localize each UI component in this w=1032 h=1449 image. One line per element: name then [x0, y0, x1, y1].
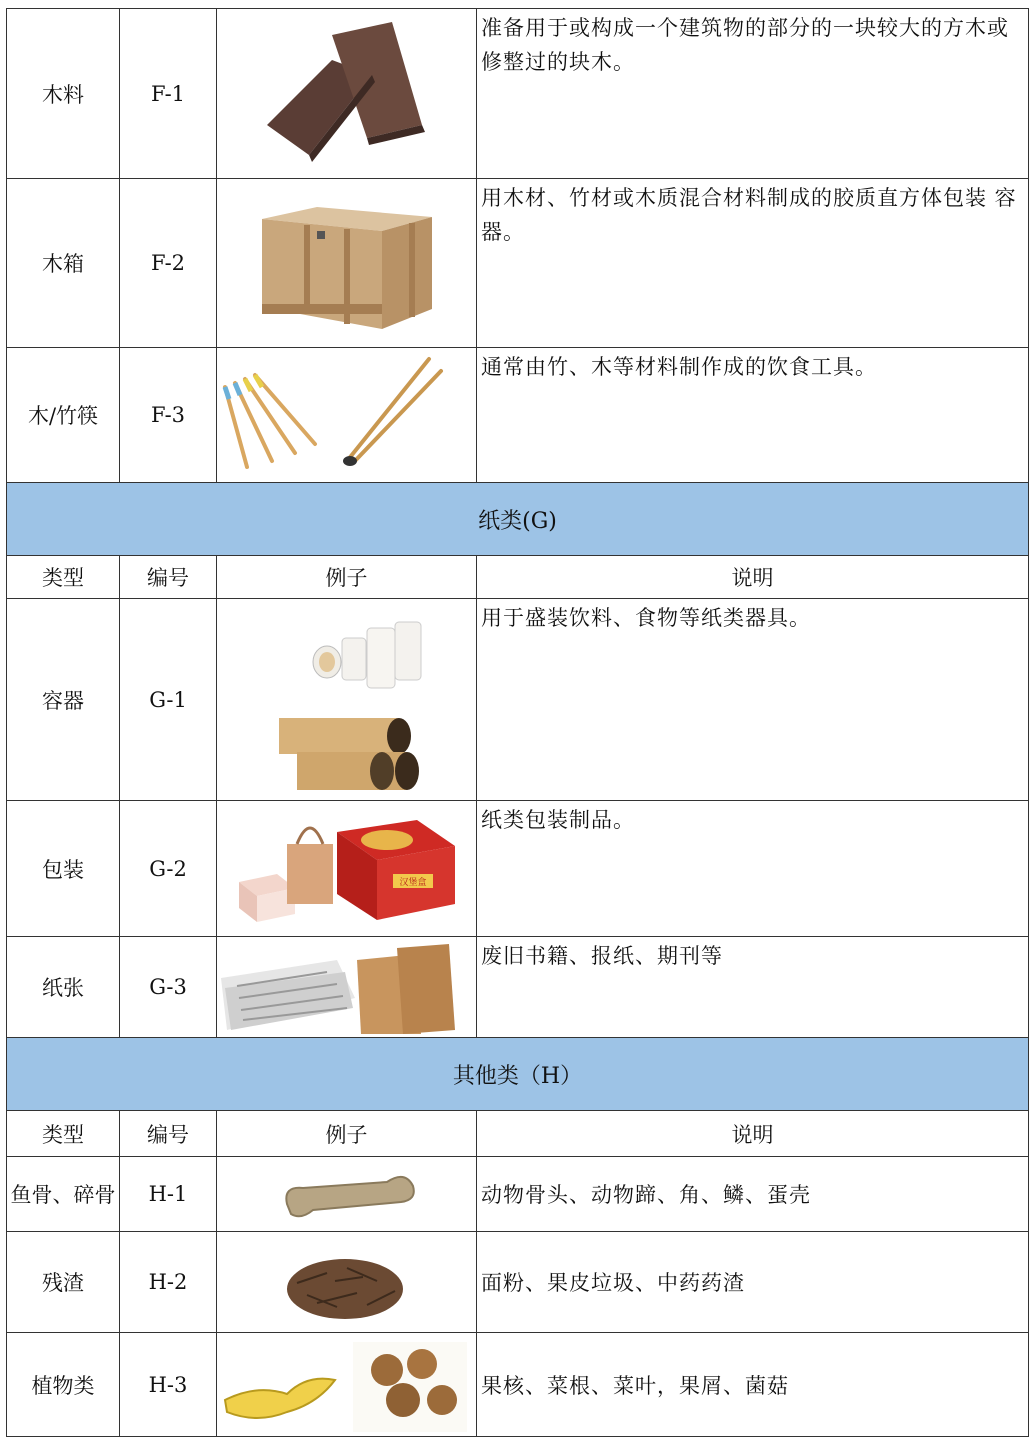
example-image-wood-planks [217, 9, 477, 179]
description-cell: 面粉、果皮垃圾、中药药渣 [477, 1232, 1029, 1333]
code-cell: F-3 [120, 348, 217, 483]
section-title: 纸类(G) [7, 483, 1029, 556]
table-row [7, 801, 1029, 937]
column-header-row [7, 556, 1029, 599]
example-image-peel-and-walnuts [217, 1333, 477, 1437]
code-cell: H-2 [120, 1232, 217, 1333]
code-cell: G-1 [120, 599, 217, 801]
column-header-code: 编号 [120, 556, 217, 599]
column-header-type: 类型 [7, 556, 120, 599]
code-cell: H-1 [120, 1157, 217, 1232]
column-header-example: 例子 [217, 556, 477, 599]
description-cell: 准备用于或构成一个建筑物的部分的一块较大的方木或修整过的块木。 [477, 9, 1029, 179]
code-cell: G-2 [120, 801, 217, 937]
section-title: 其他类（H） [7, 1038, 1029, 1111]
column-header-type: 类型 [7, 1111, 120, 1157]
example-image-herbal-residue [217, 1232, 477, 1333]
table-row [7, 1157, 1029, 1232]
column-header-desc: 说明 [477, 556, 1029, 599]
type-cell: 木/竹筷 [7, 348, 120, 483]
type-cell: 鱼骨、碎骨 [7, 1157, 120, 1232]
table-row [7, 1333, 1029, 1437]
code-cell: F-1 [120, 9, 217, 179]
table-row [7, 599, 1029, 801]
table-row [7, 348, 1029, 483]
description-cell: 用于盛装饮料、食物等纸类器具。 [477, 599, 1029, 801]
example-image-chopsticks [217, 348, 477, 483]
type-cell: 植物类 [7, 1333, 120, 1437]
example-image-newspapers [217, 937, 477, 1038]
description-cell: 动物骨头、动物蹄、角、鳞、蛋壳 [477, 1157, 1029, 1232]
description-cell: 果核、菜根、菜叶，果屑、菌菇 [477, 1333, 1029, 1437]
section-header-other [7, 1038, 1029, 1111]
box-label: 汉堡盒 [399, 877, 427, 888]
type-cell: 容器 [7, 599, 120, 801]
code-cell: G-3 [120, 937, 217, 1038]
example-image-paper-packaging [217, 801, 477, 937]
example-image-wooden-crate [217, 179, 477, 348]
type-cell: 木箱 [7, 179, 120, 348]
description-cell: 通常由竹、木等材料制作成的饮食工具。 [477, 348, 1029, 483]
example-image-bone [217, 1157, 477, 1232]
type-cell: 木料 [7, 9, 120, 179]
table-row [7, 179, 1029, 348]
type-cell: 残渣 [7, 1232, 120, 1333]
waste-classification-table [6, 8, 1028, 1437]
column-header-code: 编号 [120, 1111, 217, 1157]
description-cell: 纸类包装制品。 [477, 801, 1029, 937]
code-cell: H-3 [120, 1333, 217, 1437]
section-header-paper [7, 483, 1029, 556]
table-row [7, 1232, 1029, 1333]
description-cell: 废旧书籍、报纸、期刊等 [477, 937, 1029, 1038]
column-header-row [7, 1111, 1029, 1157]
column-header-desc: 说明 [477, 1111, 1029, 1157]
description-cell: 用木材、竹材或木质混合材料制成的胶质直方体包装 容器。 [477, 179, 1029, 348]
type-cell: 包装 [7, 801, 120, 937]
code-cell: F-2 [120, 179, 217, 348]
type-cell: 纸张 [7, 937, 120, 1038]
column-header-example: 例子 [217, 1111, 477, 1157]
example-image-paper-containers [217, 599, 477, 801]
table-row [7, 937, 1029, 1038]
table-row [7, 9, 1029, 179]
